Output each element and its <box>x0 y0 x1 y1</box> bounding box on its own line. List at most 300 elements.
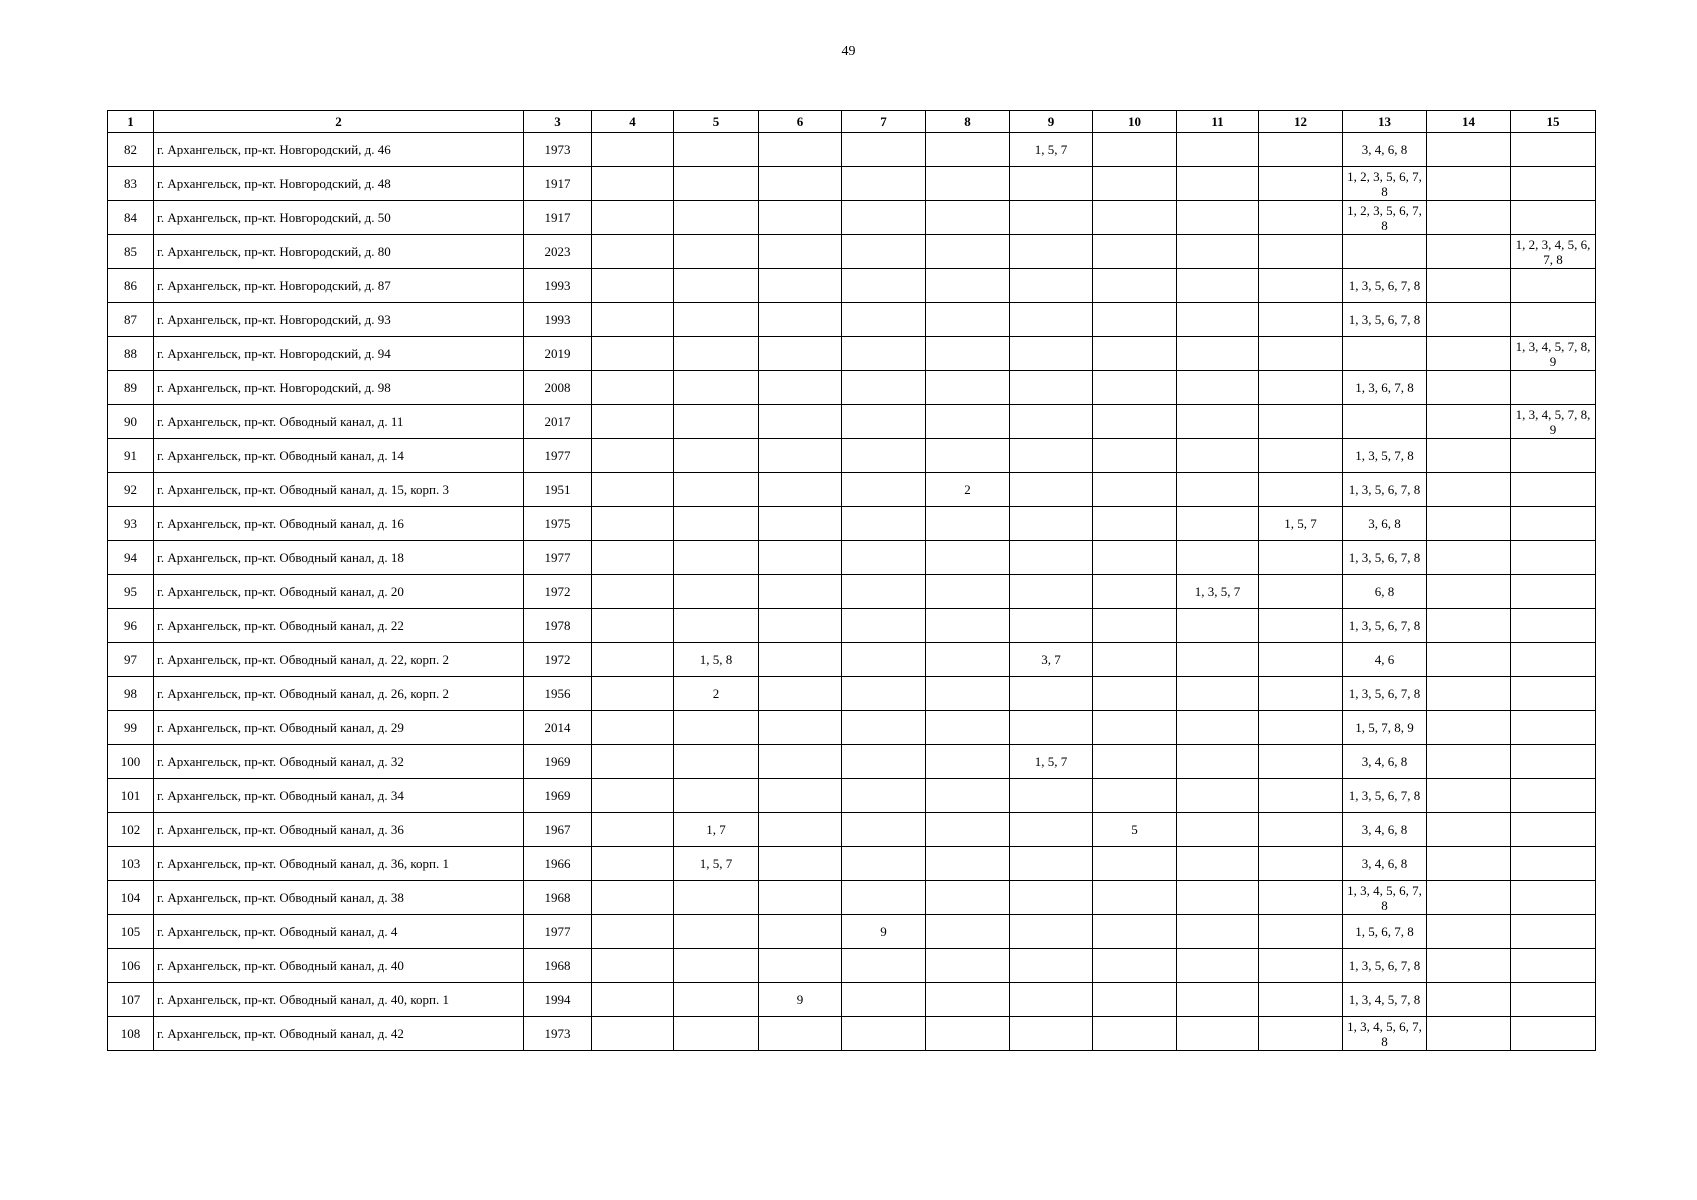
table-cell <box>1259 405 1343 439</box>
table-cell <box>1427 269 1511 303</box>
table-cell <box>842 133 926 167</box>
table-cell <box>842 303 926 337</box>
table-cell <box>1511 167 1596 201</box>
table-cell <box>592 269 674 303</box>
address-cell: г. Архангельск, пр-кт. Обводный канал, д. 4 <box>154 915 524 949</box>
table-cell <box>1511 473 1596 507</box>
table-cell <box>674 473 759 507</box>
table-row <box>108 337 1596 371</box>
table-row <box>108 609 1596 643</box>
table-cell <box>842 371 926 405</box>
table-cell <box>674 337 759 371</box>
table-cell <box>1093 167 1177 201</box>
table-cell: 1, 7 <box>674 813 759 847</box>
row-number-cell: 100 <box>108 745 154 779</box>
row-number-cell: 82 <box>108 133 154 167</box>
table-cell <box>674 269 759 303</box>
table-cell <box>1010 541 1093 575</box>
table-cell <box>926 507 1010 541</box>
table-cell <box>759 405 842 439</box>
table-cell <box>926 983 1010 1017</box>
table-row <box>108 541 1596 575</box>
table-cell <box>674 235 759 269</box>
table-cell <box>1177 677 1259 711</box>
table-cell <box>592 949 674 983</box>
row-number-cell: 93 <box>108 507 154 541</box>
table-cell <box>1343 337 1427 371</box>
table-cell <box>842 949 926 983</box>
table-cell <box>1177 915 1259 949</box>
table-cell <box>842 269 926 303</box>
table-cell <box>1010 439 1093 473</box>
table-cell <box>1259 167 1343 201</box>
table-cell <box>1177 643 1259 677</box>
row-number-cell: 106 <box>108 949 154 983</box>
table-cell <box>1427 949 1511 983</box>
year-cell: 1972 <box>524 575 592 609</box>
table-cell: 1, 3, 5, 6, 7, 8 <box>1343 303 1427 337</box>
table-cell <box>592 405 674 439</box>
table-cell <box>1343 235 1427 269</box>
row-number-cell: 91 <box>108 439 154 473</box>
table-cell <box>759 643 842 677</box>
table-cell <box>759 473 842 507</box>
row-number-cell: 85 <box>108 235 154 269</box>
row-number-cell: 102 <box>108 813 154 847</box>
table-cell <box>674 133 759 167</box>
table-cell: 1, 3, 4, 5, 7, 8, 9 <box>1511 405 1596 439</box>
table-cell <box>759 269 842 303</box>
table-cell <box>1259 813 1343 847</box>
table-cell <box>674 167 759 201</box>
table-cell <box>759 439 842 473</box>
table-row <box>108 677 1596 711</box>
column-header-1: 1 <box>108 111 154 133</box>
table-cell <box>1177 609 1259 643</box>
table-cell <box>759 167 842 201</box>
table-cell <box>592 303 674 337</box>
table-cell <box>1511 881 1596 915</box>
year-cell: 1951 <box>524 473 592 507</box>
column-header-15: 15 <box>1511 111 1596 133</box>
table-cell <box>1259 677 1343 711</box>
table-row <box>108 847 1596 881</box>
table-cell <box>1010 337 1093 371</box>
table-cell <box>1259 609 1343 643</box>
year-cell: 1994 <box>524 983 592 1017</box>
column-header-12: 12 <box>1259 111 1343 133</box>
table-cell: 3, 6, 8 <box>1343 507 1427 541</box>
table-cell <box>1427 813 1511 847</box>
column-header-2: 2 <box>154 111 524 133</box>
address-cell: г. Архангельск, пр-кт. Новгородский, д. 50 <box>154 201 524 235</box>
table-cell <box>1177 779 1259 813</box>
table-cell <box>842 745 926 779</box>
table-cell <box>1511 507 1596 541</box>
table-cell: 6, 8 <box>1343 575 1427 609</box>
year-cell: 1917 <box>524 167 592 201</box>
table-cell <box>842 813 926 847</box>
table-cell <box>592 1017 674 1051</box>
table-cell <box>1177 201 1259 235</box>
table-cell <box>592 201 674 235</box>
table-cell <box>1010 1017 1093 1051</box>
table-cell <box>1259 133 1343 167</box>
table-cell <box>926 915 1010 949</box>
table-cell <box>1093 949 1177 983</box>
table-row <box>108 745 1596 779</box>
address-cell: г. Архангельск, пр-кт. Обводный канал, д. 20 <box>154 575 524 609</box>
table-cell <box>926 439 1010 473</box>
table-cell <box>1093 473 1177 507</box>
table-cell <box>674 1017 759 1051</box>
table-cell <box>1511 133 1596 167</box>
table-cell <box>1427 167 1511 201</box>
table-cell <box>759 915 842 949</box>
table-row <box>108 167 1596 201</box>
table-cell <box>842 167 926 201</box>
table-row <box>108 473 1596 507</box>
table-cell <box>1010 303 1093 337</box>
row-number-cell: 92 <box>108 473 154 507</box>
table-cell <box>1259 915 1343 949</box>
table-cell: 1, 5, 7 <box>674 847 759 881</box>
table-cell <box>1511 847 1596 881</box>
table-row <box>108 371 1596 405</box>
row-number-cell: 87 <box>108 303 154 337</box>
table-cell <box>1093 677 1177 711</box>
table-cell: 1, 5, 7 <box>1010 133 1093 167</box>
row-number-cell: 98 <box>108 677 154 711</box>
address-cell: г. Архангельск, пр-кт. Новгородский, д. 80 <box>154 235 524 269</box>
year-cell: 1969 <box>524 779 592 813</box>
table-cell <box>674 303 759 337</box>
table-cell <box>759 371 842 405</box>
address-cell: г. Архангельск, пр-кт. Обводный канал, д. 42 <box>154 1017 524 1051</box>
table-cell <box>759 813 842 847</box>
address-cell: г. Архангельск, пр-кт. Обводный канал, д. 38 <box>154 881 524 915</box>
table-cell <box>1259 643 1343 677</box>
table-cell <box>1093 541 1177 575</box>
table-cell <box>842 677 926 711</box>
table-cell <box>926 201 1010 235</box>
table-cell: 1, 3, 5, 7, 8 <box>1343 439 1427 473</box>
table-cell <box>592 371 674 405</box>
table-cell <box>1093 575 1177 609</box>
table-cell <box>1427 915 1511 949</box>
table-cell <box>1177 745 1259 779</box>
table-cell <box>1343 405 1427 439</box>
table-cell <box>842 541 926 575</box>
row-number-cell: 103 <box>108 847 154 881</box>
row-number-cell: 97 <box>108 643 154 677</box>
table-cell <box>674 439 759 473</box>
table-cell <box>1177 133 1259 167</box>
table-cell <box>926 1017 1010 1051</box>
address-cell: г. Архангельск, пр-кт. Обводный канал, д. 11 <box>154 405 524 439</box>
table-cell <box>592 643 674 677</box>
table-cell <box>1511 643 1596 677</box>
table-cell <box>1259 575 1343 609</box>
address-cell: г. Архангельск, пр-кт. Обводный канал, д. 15, корп. 3 <box>154 473 524 507</box>
table-row <box>108 507 1596 541</box>
table-cell <box>1093 915 1177 949</box>
table-cell <box>842 779 926 813</box>
table-cell <box>1010 575 1093 609</box>
table-cell <box>1259 235 1343 269</box>
table-cell: 1, 3, 4, 5, 6, 7, 8 <box>1343 1017 1427 1051</box>
table-cell <box>1427 235 1511 269</box>
table-cell: 1, 3, 5, 6, 7, 8 <box>1343 269 1427 303</box>
table-cell: 3, 4, 6, 8 <box>1343 745 1427 779</box>
table-cell <box>1177 711 1259 745</box>
table-cell <box>842 473 926 507</box>
table-cell <box>1427 1017 1511 1051</box>
year-cell: 1968 <box>524 949 592 983</box>
table-cell <box>926 303 1010 337</box>
address-cell: г. Архангельск, пр-кт. Обводный канал, д. 26, корп. 2 <box>154 677 524 711</box>
year-cell: 1978 <box>524 609 592 643</box>
year-cell: 1969 <box>524 745 592 779</box>
table-cell: 2 <box>926 473 1010 507</box>
table-cell: 1, 3, 4, 5, 7, 8, 9 <box>1511 337 1596 371</box>
table-cell <box>1093 235 1177 269</box>
table-cell <box>1427 881 1511 915</box>
table-cell: 1, 3, 5, 6, 7, 8 <box>1343 779 1427 813</box>
table-cell <box>1177 507 1259 541</box>
year-cell: 1993 <box>524 269 592 303</box>
table-cell: 1, 3, 5, 6, 7, 8 <box>1343 473 1427 507</box>
table-cell <box>842 235 926 269</box>
table-cell <box>1511 541 1596 575</box>
table-cell <box>674 609 759 643</box>
table-cell <box>592 813 674 847</box>
year-cell: 2019 <box>524 337 592 371</box>
table-cell <box>1259 983 1343 1017</box>
table-cell: 1, 2, 3, 5, 6, 7, 8 <box>1343 167 1427 201</box>
table-cell <box>926 575 1010 609</box>
table-cell <box>759 745 842 779</box>
table-cell <box>842 609 926 643</box>
address-cell: г. Архангельск, пр-кт. Обводный канал, д. 18 <box>154 541 524 575</box>
row-number-cell: 94 <box>108 541 154 575</box>
table-cell: 1, 5, 8 <box>674 643 759 677</box>
table-cell <box>759 337 842 371</box>
table-cell <box>1511 1017 1596 1051</box>
table-row <box>108 201 1596 235</box>
table-cell <box>1427 507 1511 541</box>
table-cell <box>1177 847 1259 881</box>
column-header-14: 14 <box>1427 111 1511 133</box>
address-cell: г. Архангельск, пр-кт. Обводный канал, д. 32 <box>154 745 524 779</box>
table-cell: 1, 5, 7, 8, 9 <box>1343 711 1427 745</box>
table-cell <box>1177 541 1259 575</box>
column-header-9: 9 <box>1010 111 1093 133</box>
table-cell <box>1427 711 1511 745</box>
table-cell <box>1010 949 1093 983</box>
table-cell <box>1093 303 1177 337</box>
table-cell <box>674 405 759 439</box>
address-cell: г. Архангельск, пр-кт. Обводный канал, д. 22, корп. 2 <box>154 643 524 677</box>
address-cell: г. Архангельск, пр-кт. Новгородский, д. 46 <box>154 133 524 167</box>
table-row <box>108 575 1596 609</box>
table-cell <box>1177 167 1259 201</box>
table-cell <box>592 779 674 813</box>
year-cell: 1968 <box>524 881 592 915</box>
table-cell <box>1259 1017 1343 1051</box>
table-cell <box>1010 779 1093 813</box>
table-cell <box>1093 133 1177 167</box>
table-cell <box>759 507 842 541</box>
table-cell <box>1177 1017 1259 1051</box>
table-cell <box>1177 337 1259 371</box>
table-cell <box>1010 507 1093 541</box>
table-cell <box>842 439 926 473</box>
table-cell <box>759 711 842 745</box>
address-cell: г. Архангельск, пр-кт. Обводный канал, д. 40, корп. 1 <box>154 983 524 1017</box>
table-cell <box>1177 235 1259 269</box>
table-body <box>108 133 1596 1051</box>
table-cell: 4, 6 <box>1343 643 1427 677</box>
table-cell <box>1177 405 1259 439</box>
table-cell <box>1511 983 1596 1017</box>
table-cell: 1, 3, 4, 5, 7, 8 <box>1343 983 1427 1017</box>
address-cell: г. Архангельск, пр-кт. Обводный канал, д. 34 <box>154 779 524 813</box>
table-cell <box>1010 847 1093 881</box>
table-cell <box>1177 439 1259 473</box>
table-cell: 1, 5, 7 <box>1259 507 1343 541</box>
table-cell <box>1259 881 1343 915</box>
table-cell <box>926 677 1010 711</box>
table-cell <box>1427 575 1511 609</box>
table-cell <box>1427 541 1511 575</box>
column-header-13: 13 <box>1343 111 1427 133</box>
table-cell <box>926 269 1010 303</box>
table-cell <box>1427 337 1511 371</box>
address-cell: г. Архангельск, пр-кт. Обводный канал, д. 40 <box>154 949 524 983</box>
table-cell <box>842 575 926 609</box>
table-row <box>108 269 1596 303</box>
table-row <box>108 779 1596 813</box>
table-cell <box>1010 405 1093 439</box>
table-cell <box>759 201 842 235</box>
table-cell <box>1511 371 1596 405</box>
table-cell: 9 <box>842 915 926 949</box>
table-cell <box>842 507 926 541</box>
table-cell <box>1010 813 1093 847</box>
table-cell <box>674 541 759 575</box>
column-header-11: 11 <box>1177 111 1259 133</box>
row-number-cell: 104 <box>108 881 154 915</box>
table-cell <box>1259 711 1343 745</box>
row-number-cell: 88 <box>108 337 154 371</box>
table-cell <box>926 167 1010 201</box>
table-cell <box>1177 473 1259 507</box>
row-number-cell: 99 <box>108 711 154 745</box>
table-cell <box>1511 677 1596 711</box>
table-cell <box>759 949 842 983</box>
row-number-cell: 105 <box>108 915 154 949</box>
address-cell: г. Архангельск, пр-кт. Новгородский, д. 93 <box>154 303 524 337</box>
table-cell <box>1259 779 1343 813</box>
table-cell <box>759 1017 842 1051</box>
table-cell <box>1427 371 1511 405</box>
table-cell <box>842 201 926 235</box>
table-cell <box>1427 677 1511 711</box>
table-cell <box>1093 201 1177 235</box>
table-cell <box>1259 303 1343 337</box>
table-cell <box>1010 915 1093 949</box>
table-cell <box>1177 881 1259 915</box>
table-cell <box>1511 609 1596 643</box>
table-cell <box>759 609 842 643</box>
table-cell <box>1093 609 1177 643</box>
table-cell <box>1093 745 1177 779</box>
table-cell <box>1511 711 1596 745</box>
table-cell <box>674 949 759 983</box>
table-row <box>108 303 1596 337</box>
table-cell <box>1259 473 1343 507</box>
address-cell: г. Архангельск, пр-кт. Обводный канал, д. 29 <box>154 711 524 745</box>
table-cell: 1, 5, 7 <box>1010 745 1093 779</box>
table-row <box>108 949 1596 983</box>
row-number-cell: 89 <box>108 371 154 405</box>
table-cell <box>1427 439 1511 473</box>
table-cell <box>1177 813 1259 847</box>
table-cell <box>1093 507 1177 541</box>
header-row <box>108 111 1596 133</box>
table-cell <box>1177 269 1259 303</box>
table-cell <box>674 201 759 235</box>
table-cell <box>674 575 759 609</box>
address-table <box>107 110 1596 1051</box>
table-cell <box>842 881 926 915</box>
address-cell: г. Архангельск, пр-кт. Обводный канал, д. 22 <box>154 609 524 643</box>
table-cell <box>926 541 1010 575</box>
year-cell: 1993 <box>524 303 592 337</box>
table-cell <box>842 337 926 371</box>
year-cell: 1977 <box>524 915 592 949</box>
table-cell <box>1093 269 1177 303</box>
table-cell: 3, 4, 6, 8 <box>1343 133 1427 167</box>
table-cell <box>1177 949 1259 983</box>
table-cell <box>1511 745 1596 779</box>
table-cell <box>1427 201 1511 235</box>
row-number-cell: 108 <box>108 1017 154 1051</box>
row-number-cell: 101 <box>108 779 154 813</box>
table-cell <box>759 847 842 881</box>
table-row <box>108 133 1596 167</box>
column-header-7: 7 <box>842 111 926 133</box>
table-cell <box>1427 609 1511 643</box>
table-cell <box>1259 949 1343 983</box>
column-header-6: 6 <box>759 111 842 133</box>
table-cell <box>592 541 674 575</box>
table-cell <box>1010 371 1093 405</box>
table-cell: 1, 3, 5, 6, 7, 8 <box>1343 541 1427 575</box>
year-cell: 1966 <box>524 847 592 881</box>
year-cell: 1977 <box>524 439 592 473</box>
address-cell: г. Архангельск, пр-кт. Обводный канал, д. 14 <box>154 439 524 473</box>
table-cell <box>759 303 842 337</box>
table-cell <box>1259 847 1343 881</box>
table-cell <box>759 235 842 269</box>
year-cell: 1967 <box>524 813 592 847</box>
table-cell <box>1511 813 1596 847</box>
table-cell <box>759 779 842 813</box>
row-number-cell: 86 <box>108 269 154 303</box>
table-cell <box>842 1017 926 1051</box>
